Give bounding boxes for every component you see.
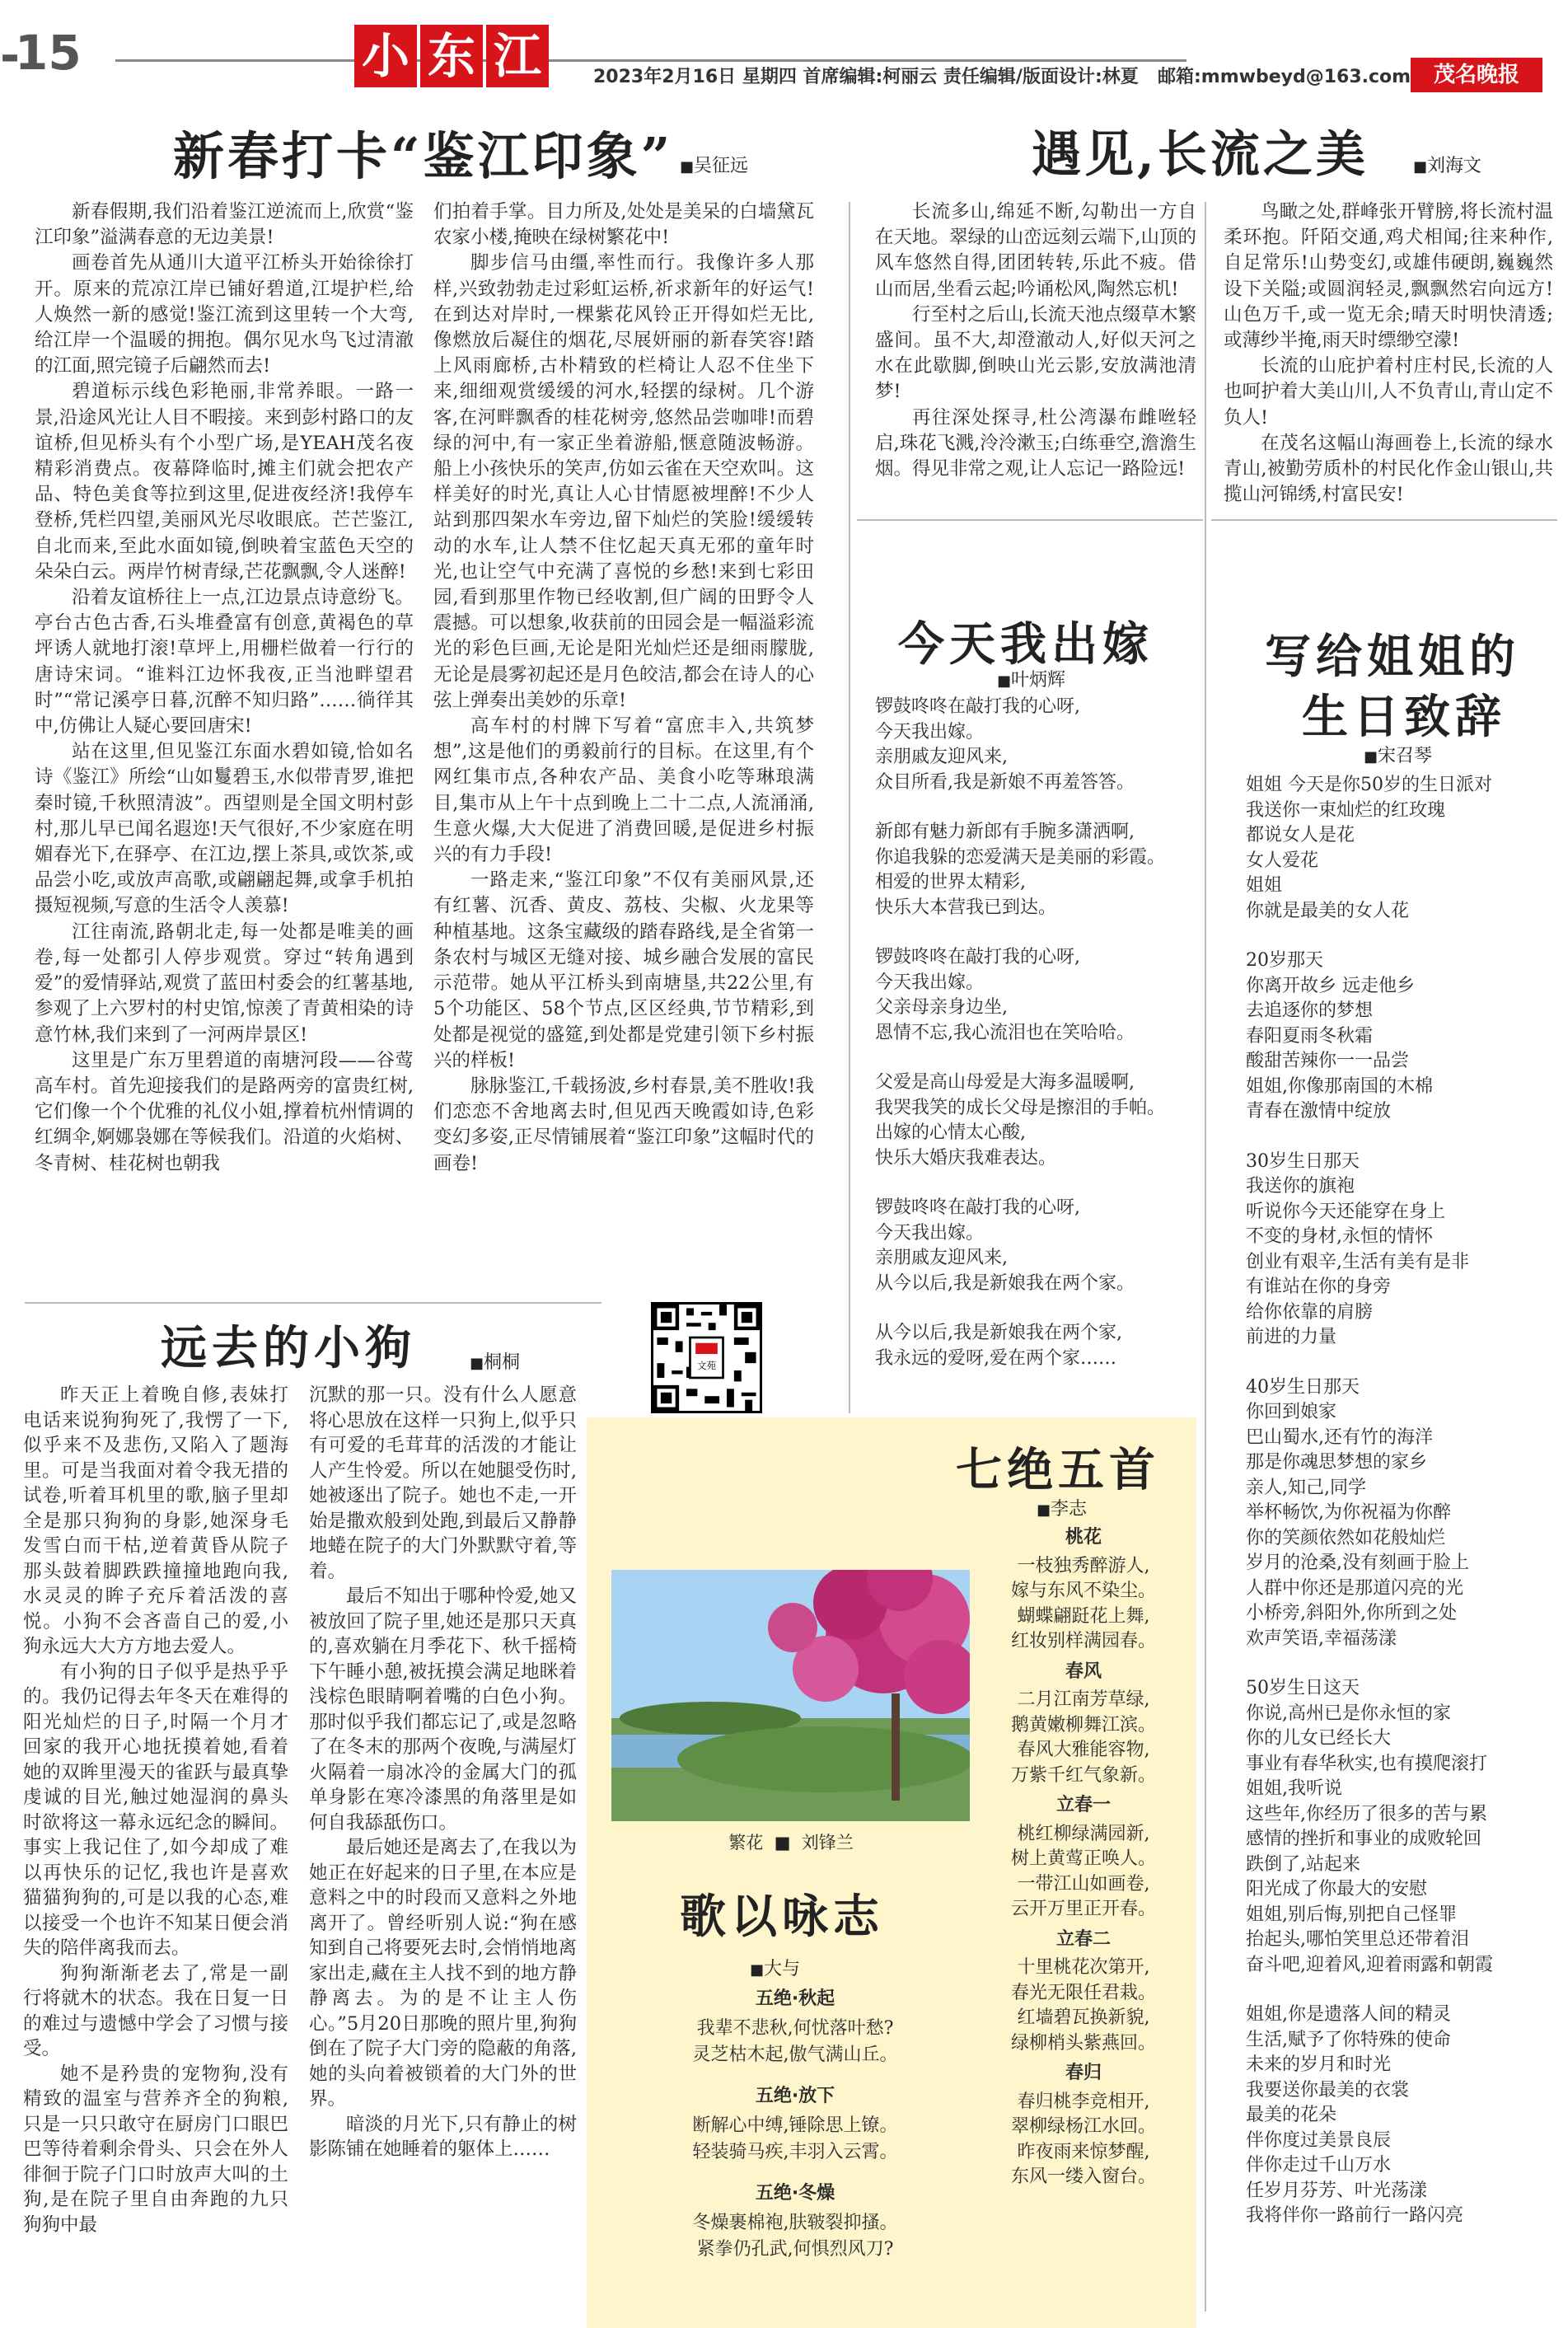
paragraph: 沉默的那一只。没有什么人愿意将心思放在这样一只狗上,似乎只有可爱的毛茸茸的活泼的才能让人产生怜爱。所以在她腿受伤时,她被逐出了院子。她也不走,一开始是撒欢般到处跑,到最后又静静地蜷在院子的大门外默默守着,等着。 xyxy=(309,1384,577,1582)
poem-line: 红妆别样满园春。 xyxy=(1010,1631,1156,1651)
photo-author: 刘锋兰 xyxy=(801,1833,854,1853)
article-author: ■ 吴征远 xyxy=(680,152,748,177)
poem-line: 姐姐,你像那南国的木棉 xyxy=(1246,1075,1433,1097)
qr-code[interactable] xyxy=(651,1302,762,1413)
article-author: ■ 大与 xyxy=(750,1955,800,1980)
poem-group xyxy=(972,1520,1195,2190)
poem-title: 立春一 xyxy=(1055,1795,1111,1815)
article-title: 生日致辞 xyxy=(1302,690,1506,744)
poem-body xyxy=(875,695,1201,1371)
poem-line: 从今以后,我是新娘我在两个家, xyxy=(875,1323,1122,1343)
column-divider xyxy=(849,202,850,1413)
poem-line: 你离开故乡 远走他乡 xyxy=(1246,975,1415,996)
paragraph: 新春假期,我们沿着鉴江逆流而上,欣赏“鉴江印象”溢满春意的无边美景! xyxy=(35,201,414,249)
section-divider xyxy=(857,519,1203,521)
poem-line: 万紫千红气象新。 xyxy=(1010,1764,1156,1786)
poem-line: 小桥旁,斜阳外,你所到之处 xyxy=(1246,1603,1457,1623)
poem-line: 从今以后,我是新娘我在两个家。 xyxy=(875,1272,1135,1294)
poem-line: 听说你今天还能穿在身上 xyxy=(1246,1201,1446,1222)
article-column xyxy=(35,199,414,1177)
paragraph: 行至村之后山,长流天池点缀草木繁盛间。虽不大,却澄澈动人,好似天河之水在此歇脚,倒映山光云影,安放满池清梦! xyxy=(875,303,1196,403)
paragraph: 再往深处探寻,杜公湾瀑布雌咝轻启,珠花飞溅,泠泠漱玉;白练垂空,澹澹生烟。得见非常之观,让人忘记一路险远! xyxy=(875,406,1196,480)
poem-line: 嫁与东风不染尘。 xyxy=(1010,1581,1156,1601)
poem-line: 有谁站在你的身旁 xyxy=(1246,1276,1392,1297)
poem-line: 前进的力量 xyxy=(1246,1327,1337,1347)
poem-line: 云开万里正开春。 xyxy=(1010,1899,1156,1919)
poem-body xyxy=(1246,773,1559,2229)
poem-line: 去追逐你的梦想 xyxy=(1246,1000,1374,1021)
poem-line: 一带江山如画卷, xyxy=(1017,1873,1150,1895)
contact-email[interactable]: 邮箱:mmwbeyd@163.com xyxy=(1158,67,1411,87)
poem-line: 感情的挫折和事业的成败轮回 xyxy=(1246,1829,1482,1849)
poem-line: 快乐大本营我已到达。 xyxy=(875,897,1057,918)
article-column xyxy=(309,1383,577,2162)
poem-line: 姐姐,你是遗落人间的精灵 xyxy=(1246,2004,1451,2025)
paragraph: 鸟瞰之处,群峰张开臂膀,将长流村温柔环抱。阡陌交通,鸡犬相闻;往来种作,自足常乐!山势变幻,或雄伟硬朗,巍巍然设下关隘;或圆润轻灵,飘飘然宕向远方!山色万千,或一览无余;晴天时明快清透;或薄纱半掩,雨天时缥缈空濛! xyxy=(1224,201,1553,352)
poem-line: 姐姐 xyxy=(1246,875,1283,896)
poem-line: 春归桃李竞相开, xyxy=(1017,2091,1150,2112)
article-column xyxy=(23,1383,288,2237)
poem-line: 轻装骑马疾,丰羽入云霄。 xyxy=(692,2142,898,2162)
section-name xyxy=(354,25,552,87)
poem-line: 巴山蜀水,还有竹的海洋 xyxy=(1246,1426,1433,1448)
poem-line: 亲人,知己,同学 xyxy=(1246,1477,1366,1498)
article-author: ■ 叶炳辉 xyxy=(997,666,1065,691)
article-author: ■ 李志 xyxy=(1037,1495,1087,1520)
article-author: ■ 刘海文 xyxy=(1413,152,1481,177)
article-title: 七绝五首 xyxy=(956,1443,1160,1497)
photo-caption xyxy=(610,1829,972,1854)
poem-line: 生活,赋予了你特殊的使命 xyxy=(1246,2029,1451,2050)
poem-line: 这些年,你经历了很多的苦与累 xyxy=(1246,1803,1487,1824)
issue-meta: 2023年2月16日 星期四 首席编辑:柯丽云 责任编辑/版面设计:林夏 xyxy=(593,67,1139,87)
article-column xyxy=(433,199,814,1177)
poem-line: 东风一缕入窗台。 xyxy=(1010,2166,1156,2187)
poem-line: 二月江南芳草绿, xyxy=(1017,1689,1150,1710)
poem-line: 父亲母亲身边坐, xyxy=(875,997,1008,1018)
poem-line: 新郎有魅力新郎有手腕多潇洒啊, xyxy=(875,822,1135,842)
poem-line: 我要送你最美的衣裳 xyxy=(1246,2079,1410,2101)
paragraph: 脉脉鉴江,千载扬波,乡村春景,美不胜收!我们恋恋不舍地离去时,但见西天晚霞如诗,色彩变幻多姿,正尽情铺展着“鉴江印象”这幅时代的画卷! xyxy=(433,1075,814,1174)
poem-line: 伴你走过千山万水 xyxy=(1246,2155,1392,2176)
poem-line: 翠柳绿杨江水回。 xyxy=(1010,2116,1156,2137)
paragraph: 昨天正上着晚自修,表妹打电话来说狗狗死了,我愣了一下,似乎来不及悲伤,又陷入了题海里。可是当我面对着令我无措的试卷,听着耳机里的歌,脑子里却全是那只狗狗的身影,她深身毛发雪白而干枯,逆着黄昏从院子那头鼓着脚跌跌撞撞地跑向我,水灵灵的眸子充斥着活泼的喜悦。小狗不会吝啬自己的爱,小狗永远大大方方地去爱人。 xyxy=(23,1384,288,1657)
poem-line: 父爱是高山母爱是大海多温暖啊, xyxy=(875,1072,1135,1093)
section-divider xyxy=(1211,519,1557,521)
article-column xyxy=(875,199,1196,482)
paragraph: 高车村的村牌下写着“富庶丰入,共筑梦想”,这是他们的勇毅前行的目标。在这里,有个网红集市点,各种农产品、美食小吃等琳琅满目,集市从上午十点到晚上二十二点,人流涌涌,生意火爆,大大促进了消费回暖,是促进乡村振兴的有力手段! xyxy=(433,715,814,866)
poem-line: 欢声笑语,幸福荡漾 xyxy=(1246,1628,1397,1649)
poem-line: 我辈不悲秋,何忧落叶愁? xyxy=(696,2018,894,2039)
poem-line: 你就是最美的女人花 xyxy=(1246,900,1410,921)
flower-photo xyxy=(611,1570,970,1821)
flowering-tree-icon xyxy=(611,1570,970,1821)
square-icon: ■ xyxy=(768,1833,797,1853)
poem-line: 我哭我笑的成长父母是擦泪的手帕。 xyxy=(875,1097,1166,1118)
poem-line: 姐姐,我听说 xyxy=(1246,1778,1342,1799)
poem-line: 恩情不忘,我心流泪也在笑哈哈。 xyxy=(875,1022,1135,1043)
poem-line: 锣鼓咚咚在敲打我的心呀, xyxy=(875,696,1080,717)
poem-line: 蝴蝶翩跹花上舞, xyxy=(1017,1605,1150,1627)
poem-line: 冬燥裹棉袍,肤皲裂抑搔。 xyxy=(692,2213,898,2233)
article-title: 歌以咏志 xyxy=(680,1890,884,1944)
paragraph: 站在这里,但见鉴江东面水碧如镜,恰如名诗《鉴江》所绘“山如鬘碧玉,水似带青罗,谁把秦时镜,千秋照清波”。西望则是全国文明村彭村,那儿早已闻名遐迩!天气很好,不少家庭在明媚春光下,在驿亭、在江边,摆上茶具,或饮茶,或品尝小吃,或放声高歌,或翩翩起舞,或拿手机拍摄短视频,写意的生活令人羡慕! xyxy=(35,741,414,917)
paragraph: 最后她还是离去了,在我以为她正在好起来的日子里,在本应是意料之中的时段而又意料之外地离开了。曾经听别人说:“狗在感知到自己将要死去时,会悄悄地离家出走,藏在主人找不到的地方静静离去。为的是不让主人伤心。”5月20日那晚的照片里,狗狗倒在了院子大门旁的隐蔽的角落,她的头向着被锁着的大门外的世界。 xyxy=(309,1837,577,2110)
poem-line: 事业有春华秋实,也有摸爬滚打 xyxy=(1246,1753,1487,1774)
article-title: 远去的小狗 xyxy=(161,1321,416,1375)
header-rule xyxy=(115,59,1187,62)
poem-line: 我送你一束灿烂的红玫瑰 xyxy=(1246,799,1446,821)
qr-code-icon xyxy=(653,1305,760,1411)
poem-line: 锣鼓咚咚在敲打我的心呀, xyxy=(875,947,1080,967)
poem-title: 立春二 xyxy=(1055,1928,1111,1950)
poem-line: 亲朋戚友迎风来, xyxy=(875,1248,1008,1268)
poem-line: 50岁生日这天 xyxy=(1246,1678,1360,1698)
poem-line: 奋斗吧,迎着风,迎着雨露和朝霞 xyxy=(1246,1954,1493,1975)
poem-line: 紧拳仍孔武,何惧烈风刀? xyxy=(696,2239,894,2260)
paragraph: 狗狗渐渐老去了,常是一副行将就木的状态。我在日复一日的难过与遗憾中学会了习惯与接受。 xyxy=(23,1962,288,2059)
poem-line: 30岁生日那天 xyxy=(1246,1150,1360,1172)
poem-line: 我将伴你一路前行一路闪亮 xyxy=(1246,2205,1464,2226)
poem-line: 断解心中缚,锤除思上镣。 xyxy=(692,2115,898,2136)
poem-line: 伴你度过美景良辰 xyxy=(1246,2129,1392,2151)
article-author: ■ 桐桐 xyxy=(470,1348,520,1374)
poem-line: 树上黄莺正唤人。 xyxy=(1010,1848,1156,1869)
section-divider xyxy=(25,1302,601,1304)
article-column xyxy=(1224,199,1553,508)
poem-title: 五绝·放下 xyxy=(755,2086,835,2106)
poem-line: 春光无限任君栽。 xyxy=(1010,1982,1156,2003)
poem-line: 创业有艰辛,生活有美有是非 xyxy=(1246,1251,1469,1272)
section-char-1: 小 xyxy=(354,25,417,87)
poem-line: 出嫁的心情太心酸, xyxy=(875,1122,1026,1143)
poem-line: 20岁那天 xyxy=(1246,950,1323,971)
article-author: ■ 宋召琴 xyxy=(1364,742,1432,767)
paragraph: 脚步信马由缰,率性而行。我像许多人那样,兴致勃勃走过彩虹运桥,祈求新年的好运气!在到达对岸时,一棵紫花风铃正开得如烂无比,像燃放后凝住的烟花,尽展妍丽的新春笑容!踏上风雨廊桥,古朴精致的栏椅让人忍不住坐下来,细细观赏缓缓的河水,轻摆的绿树。几个游客,在河畔飘香的桂花树旁,悠然品尝咖啡!而碧绿的河中,有一家正坐着游船,惬意随波畅游。船上小孩快乐的笑声,仿如云雀在天空欢叫。这样美好的时光,真让人心甘情愿被埋醉!不少人站到那四架水车旁边,留下灿烂的笑脸!缓缓转动的水车,让人禁不住忆起天真无邪的童年时光,也让空气中充满了喜悦的乡愁!来到七彩田园,看到那里作物已经收割,但广阔的田野令人震撼。可以想象,收获前的田园会是一幅溢彩流光的彩色巨画,无论是阳光灿烂还是细雨朦胧,无论是晨雾初起还是月色皎洁,都会在诗人的心弦上弹奏出美妙的乐章! xyxy=(433,252,814,711)
poem-title: 桃花 xyxy=(1065,1527,1102,1548)
poem-line: 红墙碧瓦换新貌, xyxy=(1017,2007,1150,2028)
poem-line: 酸甜苦辣你一一品尝 xyxy=(1246,1051,1410,1071)
paragraph: 江往南流,路朝北走,每一处都是唯美的画卷,每一处都引人停步观赏。穿过“转角遇到爱”的爱情驿站,观赏了蓝田村委会的红薯基地,参观了上六罗村的村史馆,惊羡了青黄相染的诗意竹林,我们来到了一河两岸景区! xyxy=(35,920,414,1046)
poem-line: 你回到娘家 xyxy=(1246,1402,1337,1422)
poem-line: 女人爱花 xyxy=(1246,850,1319,871)
article-title: 遇见,长流之美 xyxy=(1032,126,1369,184)
paragraph: 长流的山庇护着村庄村民,长流的人也呵护着大美山川,人不负青山,青山定不负人! xyxy=(1224,355,1553,429)
poem-line: 你的笑颜依然如花般灿烂 xyxy=(1246,1527,1446,1548)
paragraph: 最后不知出于哪种怜爱,她又被放回了院子里,她还是那只天真的,喜欢躺在月季花下、秋千摇椅下午睡小憩,被抚摸会满足地眯着浅棕色眼睛啊着嘴的白色小狗。那时似乎我们都忘记了,或是忽略了在冬末的那两个夜晚,与满屋灯火隔着一扇冰冷的金属大门的孤单身影在寒冷漆黑的角落里是如何自我舔舐伤口。 xyxy=(309,1586,577,1834)
article-title: 今天我出嫁 xyxy=(898,617,1154,672)
poem-line: 青春在激情中绽放 xyxy=(1246,1101,1392,1122)
paragraph: 碧道标示线色彩艳丽,非常养眼。一路一景,沿途风光让人目不暇接。来到彭村路口的友谊桥,但见桥头有个小型广场,是YEAH茂名夜精彩消费点。夜幕降临时,摊主们就会把农产品、特色美食等拉到这里,促进夜经济!我停车登桥,凭栏四望,美丽风光尽收眼底。芒芒鉴江,自北而来,至此水面如镜,倒映着宝蓝色天空的朵朵白云。两岸竹树青绿,芒花飘飘,令人迷醉! xyxy=(35,381,414,583)
poem-line: 姐姐,别后悔,别把自己怪罪 xyxy=(1246,1904,1457,1925)
poem-line: 灵芝枯木起,傲气满山丘。 xyxy=(692,2045,898,2065)
poem-line: 给你依靠的肩膀 xyxy=(1246,1301,1374,1323)
paragraph: 长流多山,绵延不断,勾勒出一方自在天地。翠绿的山峦远刻云端下,山顶的风车悠然自得,团团转转,乐此不疲。借山而居,坐看云起;吟诵松风,陶然忘机! xyxy=(875,201,1196,300)
section-char-2: 东 xyxy=(420,25,483,87)
poem-line: 一枝独秀醉游人, xyxy=(1017,1555,1150,1576)
poem-line: 未来的岁月和时光 xyxy=(1246,2054,1392,2075)
poem-line: 你追我躲的恋爱满天是美丽的彩霞。 xyxy=(875,846,1166,868)
poem-line: 最美的花朵 xyxy=(1246,2105,1337,2125)
paragraph: 这里是广东万里碧道的南塘河段——谷莺高车村。首先迎接我们的是路两旁的富贵红树,它们像一个个优雅的礼仪小姐,撑着杭州情调的红绸伞,婀娜袅娜在等候我们。沿道的火焰树、冬青树、桂花树也朝我 xyxy=(35,1049,414,1174)
poem-line: 昨夜雨来惊梦醒, xyxy=(1017,2141,1150,2162)
poem-line: 跌倒了,站起来 xyxy=(1246,1853,1360,1875)
paragraph: 她不是矜贵的宠物狗,没有精致的温室与营养齐全的狗粮,只是一只只敢守在厨房门口眼巴巴等待着剩余骨头、只会在外人徘徊于院子门口时放声大叫的土狗,是在院子里自由奔跑的九只狗狗中最 xyxy=(23,2063,288,2236)
page-number: 15 xyxy=(15,25,82,81)
paragraph: 在茂名这幅山海画卷上,长流的绿水青山,被勤劳质朴的村民化作金山银山,共揽山河锦绣,村富民安! xyxy=(1224,432,1553,506)
poem-line: 我永远的爱呀,爱在两个家…… xyxy=(875,1347,1116,1369)
poem-line: 快乐大婚庆我难表达。 xyxy=(875,1147,1057,1169)
poem-group xyxy=(626,1986,964,2263)
poem-title: 五绝·冬燥 xyxy=(755,2183,835,2204)
poem-line: 你的儿女已经长大 xyxy=(1246,1728,1392,1749)
poem-line: 抬起头,哪怕笑里总还带着泪 xyxy=(1246,1929,1469,1950)
poem-line: 今天我出嫁。 xyxy=(875,1222,985,1244)
poem-line: 相爱的世界太精彩, xyxy=(875,872,1026,892)
poem-line: 众目所看,我是新娘不再羞答答。 xyxy=(875,771,1135,793)
poem-line: 绿柳梢头紫燕回。 xyxy=(1010,2032,1156,2054)
article-title: 新春打卡“鉴江印象” xyxy=(173,126,674,186)
poem-line: 十里桃花次第开, xyxy=(1017,1957,1150,1978)
paper-logo: 茂名晚报 xyxy=(1411,58,1542,92)
poem-line: 今天我出嫁。 xyxy=(875,972,985,993)
article-title: 写给姐姐的 xyxy=(1265,630,1520,684)
paragraph: 画卷首先从通川大道平江桥头开始徐徐打开。原来的荒凉江岸已铺好碧道,江堤护栏,给人焕然一新的感觉!鉴江流到这里转一个大弯,给江岸一个温暖的拥抱。偶尔见水鸟飞过清澈的江面,照完镜子后翩然而去! xyxy=(35,252,414,377)
poem-line: 亲朋戚友迎风来, xyxy=(875,747,1008,767)
poem-line: 40岁生日那天 xyxy=(1246,1376,1360,1398)
section-char-3: 江 xyxy=(486,25,549,87)
poem-line: 春风大雅能容物, xyxy=(1017,1740,1150,1760)
poem-title: 春归 xyxy=(1065,2063,1102,2083)
paragraph: 们拍着手掌。目力所及,处处是美呆的白墙黛瓦农家小楼,掩映在绿树繁花中! xyxy=(433,201,814,249)
poem-line: 不变的身材,永恒的情怀 xyxy=(1246,1226,1433,1247)
poem-line: 岁月的沧桑,没有刻画于脸上 xyxy=(1246,1553,1469,1573)
poem-line: 你说,高州已是你永恒的家 xyxy=(1246,1703,1451,1724)
poem-line: 那是你魂思梦想的家乡 xyxy=(1246,1452,1428,1473)
paragraph: 一路走来,“鉴江印象”不仅有美丽风景,还有红薯、沉香、黄皮、荔枝、尖椒、火龙果等种植基地。这条宝藏级的踏春路线,是全省第一条农村与城区无缝对接、城乡融合发展的富民示范带。她从平江桥头到南塘垦,共22公里,有5个功能区、58个节点,区区经典,节节精彩,到处都是视觉的盛筵,到处都是党建引领下乡村振兴的样板! xyxy=(433,869,814,1071)
poem-line: 姐姐 今天是你50岁的生日派对 xyxy=(1246,775,1492,795)
poem-line: 都说女人是花 xyxy=(1246,825,1355,845)
poem-line: 我送你的旗袍 xyxy=(1246,1176,1355,1197)
poem-title: 五绝·秋起 xyxy=(755,1988,835,2009)
poem-line: 人群中你还是那道闪亮的光 xyxy=(1246,1577,1464,1599)
poem-line: 鹅黄嫩柳舞江滨。 xyxy=(1010,1714,1156,1735)
poem-line: 今天我出嫁。 xyxy=(875,721,985,742)
poem-line: 春阳夏雨冬秋霜 xyxy=(1246,1025,1374,1047)
poem-line: 锣鼓咚咚在敲打我的心呀, xyxy=(875,1197,1080,1218)
poem-line: 任岁月芬芳、叶光荡漾 xyxy=(1246,2180,1428,2201)
paragraph: 暗淡的月光下,只有静止的树影陈铺在她睡着的躯体上…… xyxy=(309,2113,577,2160)
page-number-dash: - xyxy=(0,27,21,83)
photo-title: 繁花 xyxy=(728,1833,764,1853)
poem-line: 桃红柳绿满园新, xyxy=(1017,1823,1150,1844)
paragraph: 有小狗的日子似乎是热乎乎的。我仍记得去年冬天在难得的阳光灿烂的日子,时隔一个月才回家的我开心地抚摸着她,看着她的双眸里漫天的雀跃与最真挚虔诚的目光,触过她湿润的鼻头时欲将这一幕永远纪念的瞬间。事实上我记住了,如今却成了难以再快乐的记忆,我也许是喜欢猫猫狗狗的,可是以我的心态,难以接受一个也许不知某日便会消失的陪伴离我而去。 xyxy=(23,1661,288,1959)
svg-text:文苑: 文苑 xyxy=(696,1359,717,1371)
poem-line: 举杯畅饮,为你祝福为你醉 xyxy=(1246,1502,1451,1523)
column-divider xyxy=(1205,202,1206,2312)
poem-line: 阳光成了你最大的安慰 xyxy=(1246,1879,1428,1899)
paragraph: 沿着友谊桥往上一点,江边景点诗意纷飞。亭台古色古香,石头堆叠富有创意,黄褐色的草坪诱人就地打滚!草坪上,用栅栏做着一行行的唐诗宋词。“谁料江边怀我夜,正当池畔望君时”“常记溪亭日暮,沉醉不知归路”……徜徉其中,仿佛让人疑心要回唐宋! xyxy=(35,587,414,738)
poem-title: 春风 xyxy=(1065,1661,1102,1682)
